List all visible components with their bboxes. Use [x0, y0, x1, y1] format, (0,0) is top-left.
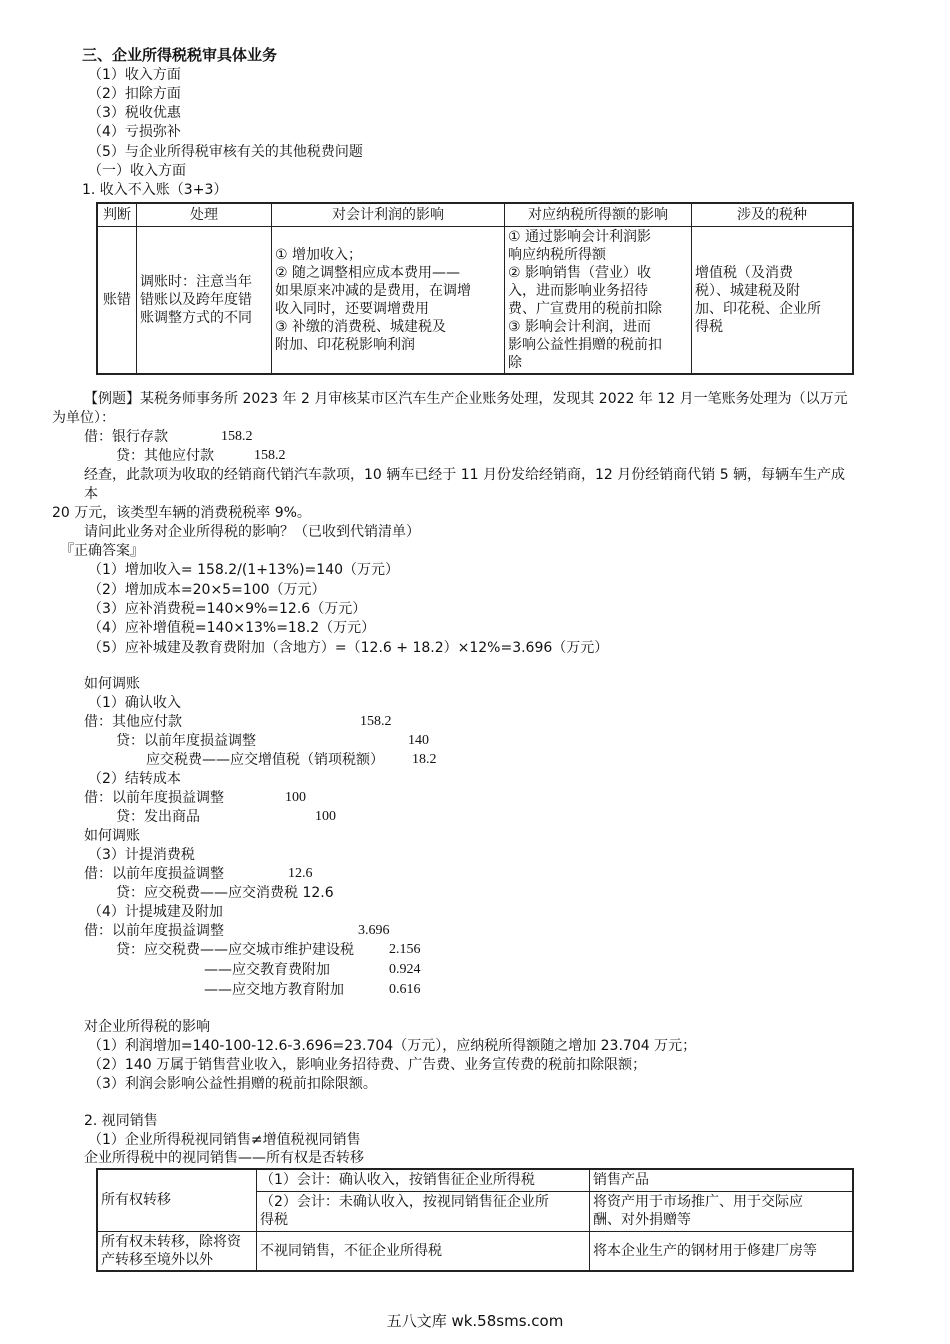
cell-judge: 账错 [97, 227, 137, 375]
entry-amount: 0.616 [389, 982, 421, 997]
entry-credit: 贷：发出商品 [116, 809, 200, 825]
cell-accounting-b: （2）会计：未确认收入，按视同销售征企业所 得税 [257, 1191, 590, 1231]
th-process: 处理 [137, 203, 272, 227]
outline-item: （1）收入方面 [88, 67, 181, 83]
section2-line: （1）企业所得税视同销售≠增值税视同销售 [88, 1132, 361, 1148]
cell-taxes: 增值税（及消费 税）、城建税及附 加、印花税、企业所 得税 [692, 227, 854, 375]
impact-item: （2）140 万属于销售营业收入，影响业务招待费、广告费、业务宣传费的税前扣除限额； [88, 1057, 647, 1073]
entry-credit: ——应交教育费附加 [204, 962, 330, 978]
th-taxable: 对应纳税所得额的影响 [505, 203, 692, 227]
entry-amount: 18.2 [412, 752, 437, 767]
example-question: 请问此业务对企业所得税的影响？（已收到代销清单） [84, 524, 420, 540]
answer-item: （1）增加收入= 158.2/(1+13%)=140（万元） [88, 562, 400, 578]
deemed-sale-table [96, 1168, 854, 1272]
th-taxes: 涉及的税种 [692, 203, 854, 227]
cell-process: 调账时：注意当年 错账以及跨年度错 账调整方式的不同 [137, 227, 272, 375]
th-profit: 对会计利润的影响 [272, 203, 505, 227]
answer-item: （5）应补城建及教育费附加（含地方）=（12.6 + 18.2）×12%=3.696（万元） [88, 640, 609, 656]
adjust-step: （4）计提城建及附加 [88, 904, 223, 920]
cell-not-deemed: 不视同销售，不征企业所得税 [257, 1231, 590, 1271]
impact-title: 对企业所得税的影响 [84, 1019, 210, 1035]
entry-amount: 140 [408, 733, 429, 748]
entry-credit: 贷：以前年度损益调整 [116, 733, 256, 749]
outline-item: （3）税收优惠 [88, 105, 181, 121]
entry-credit: 贷：应交税费——应交城市维护建设税 [116, 942, 354, 958]
cell-accounting-a: （1）会计：确认收入，按销售征企业所得税 [257, 1169, 590, 1191]
outline-item: （4）亏损弥补 [88, 124, 181, 140]
answer-item: （4）应补增值税=140×13%=18.2（万元） [88, 620, 376, 636]
entry-debit: 借：以前年度损益调整 [84, 866, 224, 882]
cell-example-b: 将资产用于市场推广、用于交际应 酬、对外捐赠等 [590, 1191, 854, 1231]
example-desc: 经查，此款项为收取的经销商代销汽车款项，10 辆车已经于 11 月份发给经销商，12 月份经销商代销 5 辆，每辆车生产成 [84, 467, 846, 483]
section2-title: 2. 视同销售 [84, 1113, 158, 1129]
adjust-title: 如何调账 [84, 676, 140, 692]
adjust-step: （1）确认收入 [88, 695, 181, 711]
entry-amount: 158.2 [221, 429, 253, 444]
cell-example-a: 销售产品 [590, 1169, 854, 1191]
sub-heading: （一）收入方面 [88, 163, 186, 179]
entry-amount: 100 [315, 809, 336, 824]
impact-item: （3）利润会影响公益性捐赠的税前扣除限额。 [88, 1076, 377, 1092]
entry-credit: 贷：其他应付款 [116, 448, 214, 464]
answer-item: （2）增加成本=20×5=100（万元） [88, 582, 326, 598]
adjust-step: （2）结转成本 [88, 771, 181, 787]
entry-amount: 12.6 [288, 866, 313, 881]
section1-title: 1. 收入不入账（3+3） [82, 182, 228, 198]
cell-example-c: 将本企业生产的钢材用于修建厂房等 [590, 1231, 854, 1271]
example-line: 【例题】某税务师事务所 2023 年 2 月审核某市区汽车生产企业账务处理，发现其 2022 年 12 月一笔账务处理为（以万元 [84, 391, 848, 407]
cell-no-transfer: 所有权未转移，除将资 产转移至境外以外 [97, 1231, 257, 1271]
section-heading: 三、企业所得税税审具体业务 [82, 46, 278, 64]
entry-credit: ——应交地方教育附加 [204, 982, 344, 998]
entry-amount: 0.924 [389, 962, 421, 977]
entry-credit: 应交税费——应交增值税（销项税额） [146, 752, 384, 768]
entry-amount: 3.696 [358, 923, 390, 938]
section2-line: 企业所得税中的视同销售——所有权是否转移 [84, 1150, 364, 1166]
adjust-step: （3）计提消费税 [88, 847, 195, 863]
answer-item: （3）应补消费税=140×9%=12.6（万元） [88, 601, 367, 617]
entry-amount: 100 [285, 790, 306, 805]
entry-debit: 借：银行存款 [84, 429, 168, 445]
entry-amount: 158.2 [360, 714, 392, 729]
entry-amount: 2.156 [389, 942, 421, 957]
cell-ownership-transfer: 所有权转移 [97, 1169, 257, 1231]
entry-amount: 158.2 [254, 448, 286, 463]
outline-item: （2）扣除方面 [88, 86, 181, 102]
income-table [96, 202, 854, 375]
impact-item: （1）利润增加=140-100-12.6-3.696=23.704（万元），应纳税所得额随之增加 23.704 万元； [88, 1038, 697, 1054]
cell-profit: ① 增加收入； ② 随之调整相应成本费用—— 如果原来冲减的是费用，在调增 收入同时，还要调增费用 ③ 补缴的消费税、城建税及 附加、印花税影响利润 [272, 227, 505, 375]
example-desc: 本 [84, 486, 98, 502]
footer-watermark: 五八文库 wk.58sms.com [386, 1312, 564, 1330]
entry-debit: 借：其他应付款 [84, 714, 182, 730]
answer-label: 『正确答案』 [60, 543, 144, 559]
cell-taxable: ① 通过影响会计利润影 响应纳税所得额 ② 影响销售（营业）收 入，进而影响业务招待 费、广宣费用的税前扣除 ③ 影响会计利润，进而 影响公益性捐赠的税前扣 除 [505, 227, 692, 375]
example-line: 为单位）： [52, 410, 115, 426]
outline-item: （5）与企业所得税审核有关的其他税费问题 [88, 144, 363, 160]
entry-debit: 借：以前年度损益调整 [84, 790, 224, 806]
entry-debit: 借：以前年度损益调整 [84, 923, 224, 939]
example-desc: 20 万元，该类型车辆的消费税税率 9%。 [52, 505, 311, 521]
th-judge: 判断 [97, 203, 137, 227]
entry-credit: 贷：应交税费——应交消费税 12.6 [116, 885, 334, 901]
adjust-title: 如何调账 [84, 828, 140, 844]
